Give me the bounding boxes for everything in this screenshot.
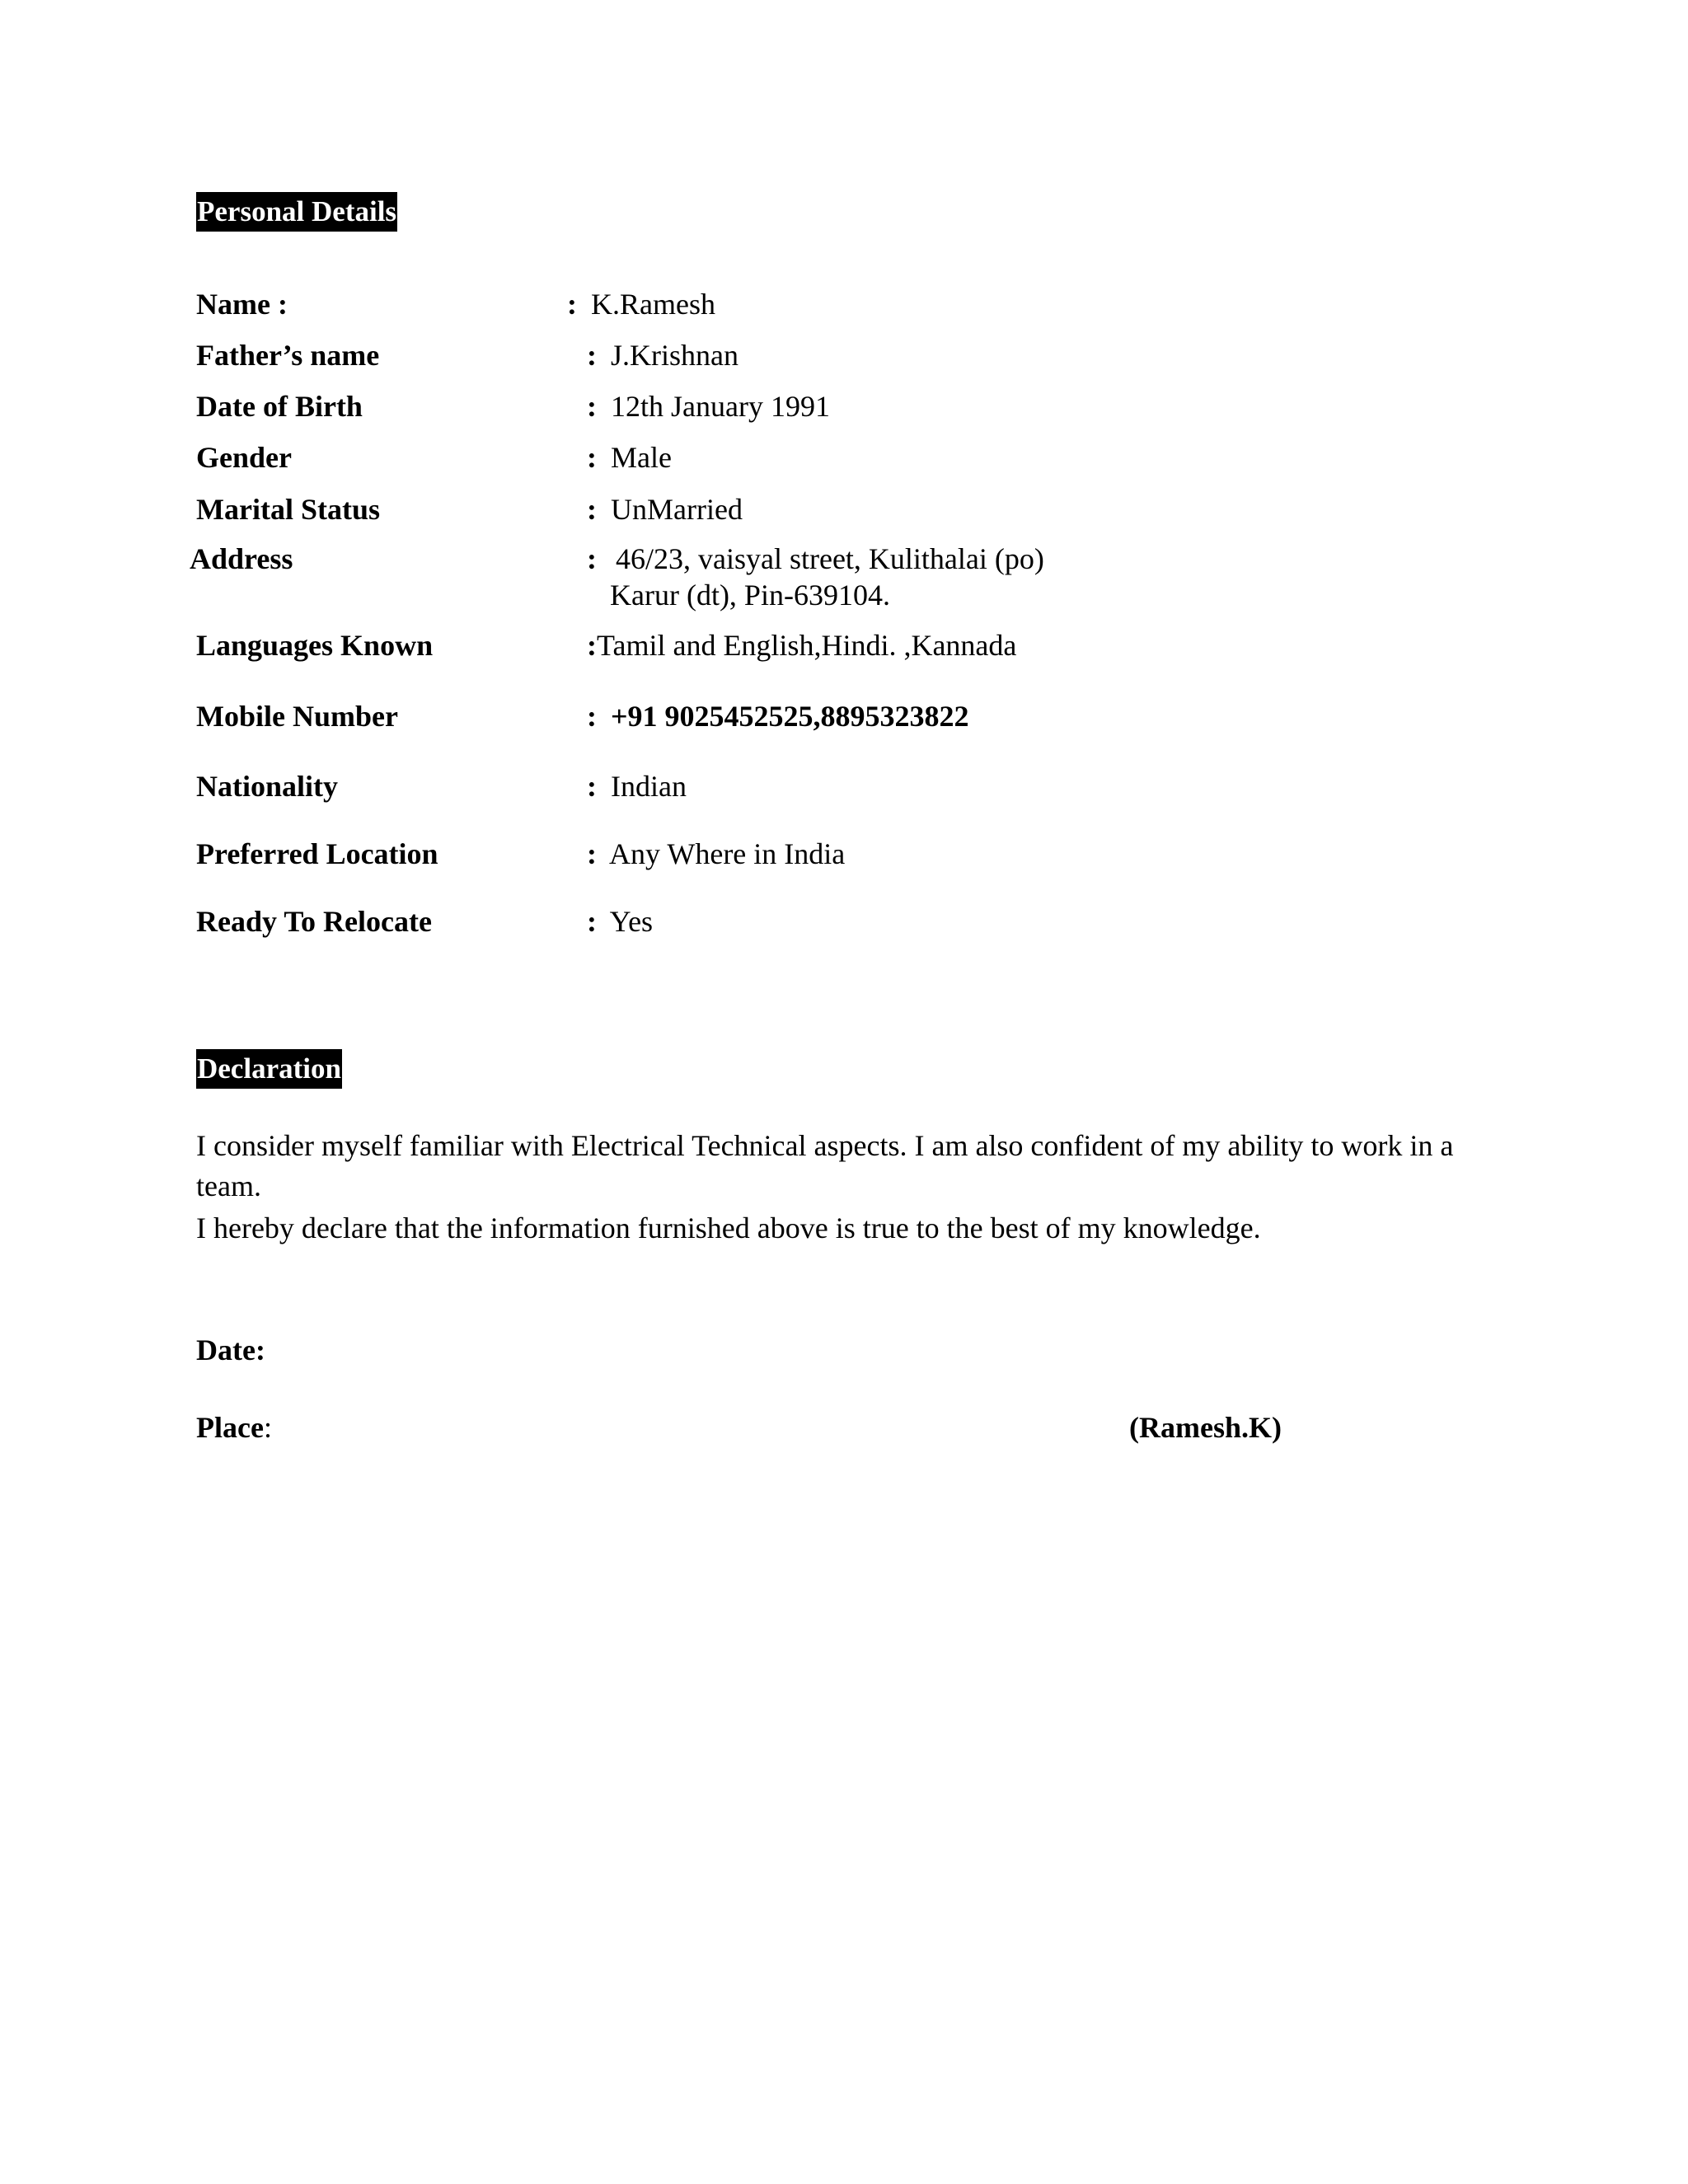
mobile-number-colon: : — [587, 700, 597, 733]
ready-to-relocate-value — [587, 902, 653, 941]
address-colon: : — [587, 542, 597, 575]
marital-status-value — [587, 490, 743, 529]
address-value — [587, 539, 1044, 612]
declaration-paragraph-2: I hereby declare that the information furnished above is true to the best of my knowledge. — [196, 1212, 1261, 1244]
languages-value — [587, 626, 1016, 665]
preferred-location-value — [587, 834, 845, 874]
marital-status-text: UnMarried — [611, 493, 743, 526]
mobile-number-text: +91 9025452525,8895323822 — [611, 700, 969, 733]
address-line1: 46/23, vaisyal street, Kulithalai (po) — [616, 542, 1044, 575]
preferred-location-label: Preferred Location — [196, 837, 438, 870]
gender-value — [587, 438, 672, 477]
declaration-heading: Declaration — [196, 1049, 342, 1089]
gender-text: Male — [611, 441, 672, 474]
signature-name: (Ramesh.K) — [1129, 1411, 1282, 1444]
marital-status-colon: : — [587, 493, 597, 526]
place-colon: : — [263, 1411, 272, 1444]
name-value — [567, 284, 715, 324]
date-label: Date: — [196, 1333, 265, 1366]
nationality-value — [587, 766, 687, 806]
name-colon: : — [567, 288, 577, 321]
dob-value — [587, 387, 830, 426]
gender-label: Gender — [196, 441, 292, 474]
father-name-text: J.Krishnan — [611, 339, 738, 372]
dob-text: 12th January 1991 — [611, 390, 830, 423]
address-line2: Karur (dt), Pin-639104. — [610, 579, 890, 612]
languages-text: Tamil and English,Hindi. ,Kannada — [597, 629, 1017, 662]
nationality-colon: : — [587, 770, 597, 803]
declaration-paragraph-1: I consider myself familiar with Electrical Technical aspects. I am also confident of my ability to work in a team. — [196, 1129, 1454, 1202]
marital-status-label: Marital Status — [196, 493, 380, 526]
mobile-number-label: Mobile Number — [196, 700, 398, 733]
ready-to-relocate-colon: : — [587, 905, 597, 938]
address-label: Address — [190, 542, 293, 575]
place-row — [196, 1408, 272, 1447]
nationality-label: Nationality — [196, 770, 339, 803]
ready-to-relocate-text: Yes — [609, 905, 654, 938]
father-name-colon: : — [587, 339, 597, 372]
father-name-value — [587, 335, 738, 375]
ready-to-relocate-label: Ready To Relocate — [196, 905, 432, 938]
nationality-text: Indian — [611, 770, 687, 803]
preferred-location-colon: : — [587, 837, 597, 870]
dob-label: Date of Birth — [196, 390, 363, 423]
name-label: Name : — [196, 288, 288, 321]
languages-colon: : — [587, 629, 597, 662]
name-text: K.Ramesh — [591, 288, 715, 321]
languages-label: Languages Known — [196, 629, 434, 662]
father-name-label: Father’s name — [196, 339, 380, 372]
preferred-location-text: Any Where in India — [609, 837, 846, 870]
dob-colon: : — [587, 390, 597, 423]
place-label: Place — [196, 1411, 264, 1444]
personal-details-heading: Personal Details — [196, 192, 397, 232]
gender-colon: : — [587, 441, 597, 474]
mobile-number-value — [587, 696, 969, 736]
